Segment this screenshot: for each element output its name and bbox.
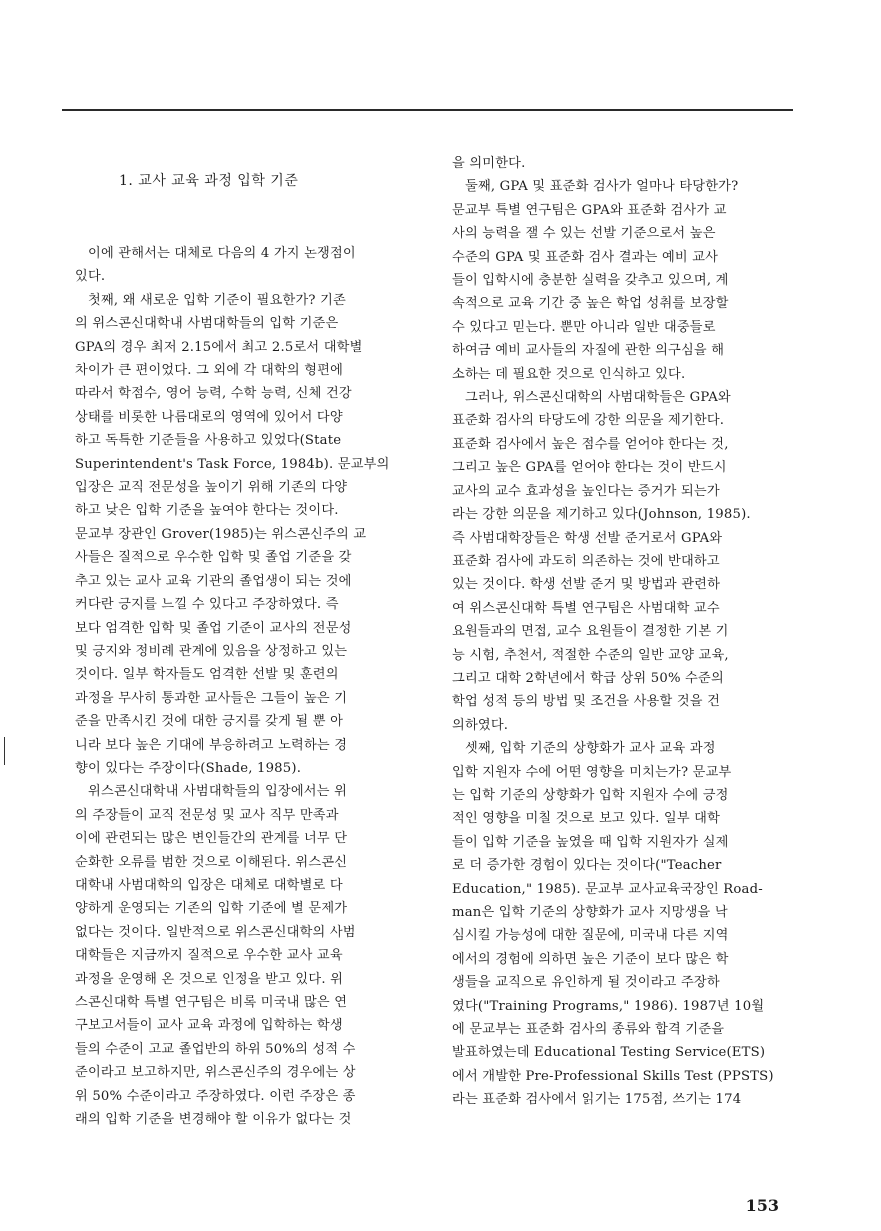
text-line: 속적으로 교육 기간 중 높은 학업 성취를 보장할 [452,296,729,312]
text-line: 래의 입학 기준을 변경해야 할 이유가 없다는 것 [75,1112,352,1128]
text-line: 없다는 것이다. 일반적으로 위스콘신대학의 사범 [75,924,356,940]
text-line: 들이 입학시에 충분한 실력을 갖추고 있으며, 계 [452,273,729,289]
text-line: 들이 입학 기준을 높였을 때 입학 지원자가 실제 [452,834,729,850]
header-rule [62,109,793,111]
text-line: 입학 지원자 수에 어떤 영향을 미치는가? 문교부 [452,764,732,780]
page-number: 153 [745,1196,779,1215]
text-line: 여 위스콘신대학 특별 연구팀은 사범대학 교수 [452,600,720,616]
text-line: 그리고 대학 2학년에서 학급 상위 50% 수준의 [452,670,724,686]
left-column-text [75,242,414,1131]
text-line: 라는 강한 의문을 제기하고 있다(Johnson, 1985). [452,507,751,523]
text-line: 그러나, 위스콘신대학의 사범대학들은 GPA와 [465,390,731,406]
text-line: 즉 사범대학장들은 학생 선발 준거로서 GPA와 [452,530,723,546]
text-line: 표준화 검사에 과도히 의존하는 것에 반대하고 [452,553,720,569]
text-line: 문교부 특별 연구팀은 GPA와 표준화 검사가 교 [452,202,727,218]
text-line: 표준화 검사의 타당도에 강한 의문을 제기한다. [452,413,725,429]
text-line: 의 위스콘신대학내 사범대학들의 입학 기준은 [75,316,339,332]
text-line: 첫째, 왜 새로운 입학 기준이 필요한가? 기존 [88,292,346,308]
text-line: 준이라고 보고하지만, 위스콘신주의 경우에는 상 [75,1065,356,1081]
text-line: 대학들은 지금까지 질적으로 우수한 교사 교육 [75,948,343,964]
text-line: 들의 수준이 고교 졸업반의 하위 50%의 성적 수 [75,1041,356,1057]
text-line: 소하는 데 필요한 것으로 인식하고 있다. [452,366,686,382]
text-line: 및 긍지와 정비례 관계에 있음을 상정하고 있는 [75,643,348,659]
text-line: 에서 개발한 Pre-Professional Skills Test (PPSTS) [452,1068,774,1084]
text-line: 사들은 질적으로 우수한 입학 및 졸업 기준을 갖 [75,550,352,566]
text-line: 대학내 사범대학의 입장은 대체로 대학별로 다 [75,877,343,893]
text-line: 스콘신대학 특별 연구팀은 비록 미국내 많은 연 [75,995,348,1010]
text-line: 있는 것이다. 학생 선발 준거 및 방법과 관련하 [452,577,721,593]
text-line: Superintendent's Task Force, 1984b). 문교부의 [75,456,390,472]
text-line: 생들을 교직으로 유인하게 될 것이라고 주장하 [452,975,720,991]
text-line: 순화한 오류를 범한 것으로 이해된다. 위스콘신 [75,854,348,870]
text-line: Education," 1985). 문교부 교사교육국장인 Road- [452,881,763,897]
text-line: 준을 만족시킨 것에 대한 긍지를 갖게 될 뿐 아 [75,714,344,730]
text-line: 따라서 학점수, 영어 능력, 수학 능력, 신체 건강 [75,386,352,402]
text-line: 과정을 운영해 온 것으로 인정을 받고 있다. 위 [75,971,344,987]
section-heading: 1. 교사 교육 과정 입학 기준 [119,173,299,189]
text-line: 셋째, 입학 기준의 상향화가 교사 교육 과정 [465,741,716,757]
right-column [452,152,791,1112]
text-line: 것이다. 일부 학자들도 엄격한 선발 및 훈련의 [75,667,339,683]
text-line: 위스콘신대학내 사범대학들의 입장에서는 위 [88,784,348,800]
text-line: 상태를 비롯한 나름대로의 영역에 있어서 다양 [75,409,343,425]
text-line: 양하게 운영되는 기존의 입학 기준에 별 문제가 [75,901,348,917]
text-line: 수 있다고 믿는다. 뿐만 아니라 일반 대중들로 [452,319,716,335]
text-line: 추고 있는 교사 교육 기관의 졸업생이 되는 것에 [75,573,352,589]
text-line: man은 입학 기준의 상향화가 교사 지망생을 낙 [452,905,728,920]
text-line: 로 더 증가한 경험이 있다는 것이다("Teacher [452,858,722,874]
text-line: GPA의 경우 최저 2.15에서 최고 2.5로서 대학별 [75,339,363,355]
text-line: 하고 독특한 기준들을 사용하고 있었다(State [75,433,342,449]
text-line: 과정을 무사히 통과한 교사들은 그들이 높은 기 [75,690,348,706]
text-line: 라는 표준화 검사에서 읽기는 175점, 쓰기는 174 [452,1092,742,1108]
text-line: 니라 보다 높은 기대에 부응하려고 노력하는 경 [75,737,348,753]
text-line: 그리고 높은 GPA를 얻어야 한다는 것이 반드시 [452,460,727,476]
text-line: 의 주장들이 교직 전문성 및 교사 직무 만족과 [75,807,339,823]
text-line: 는 입학 기준의 상향화가 입학 지원자 수에 긍정 [452,787,729,803]
text-line: 발표하였는데 Educational Testing Service(ETS) [452,1045,766,1061]
text-line: 을 의미한다. [452,156,526,171]
text-line: 문교부 장관인 Grover(1985)는 위스콘신주의 교 [75,526,367,542]
margin-mark [4,737,5,765]
text-line: 능 시험, 추천서, 적절한 수준의 일반 교양 교육, [452,647,729,663]
text-line: 보다 엄격한 입학 및 졸업 기준이 교사의 전문성 [75,620,352,636]
text-line: 의하였다. [452,717,509,733]
text-line: 차이가 큰 편이었다. 그 외에 각 대학의 형편에 [75,363,344,379]
text-line: 위 50% 수준이라고 주장하였다. 이런 주장은 종 [75,1088,356,1104]
text-line: 하고 낮은 입학 기준을 높여야 한다는 것이다. [75,503,339,519]
text-line: 구보고서들이 교사 교육 과정에 입학하는 학생 [75,1018,343,1034]
text-line: 교사의 교수 효과성을 높인다는 증거가 되는가 [452,483,720,499]
text-line: 표준화 검사에서 높은 점수를 얻어야 한다는 것, [452,436,729,452]
left-column [75,152,414,1131]
text-line: 에서의 경험에 의하면 높은 기준이 보다 많은 학 [452,951,729,967]
text-line: 에 문교부는 표준화 검사의 종류와 합격 기준을 [452,1022,725,1038]
text-line: 있다. [75,269,106,285]
text-line: 심시킬 가능성에 대한 질문에, 미국내 다른 지역 [452,928,729,944]
text-line: 사의 능력을 잴 수 있는 선발 기준으로서 높은 [452,226,716,242]
text-line: 였다("Training Programs," 1986). 1987년 10월 [452,998,765,1014]
text-line: 적인 영향을 미칠 것으로 보고 있다. 일부 대학 [452,811,721,827]
text-line: 학업 성적 등의 방법 및 조건을 사용할 것을 건 [452,694,721,710]
text-line: 향이 있다는 주장이다(Shade, 1985). [75,760,302,776]
text-line: 요원들과의 면접, 교수 요원들이 결정한 기본 기 [452,624,729,640]
text-line: 하여금 예비 교사들의 자질에 관한 의구심을 해 [452,343,725,359]
text-line: 이에 관련되는 많은 변인들간의 관계를 너무 단 [75,831,348,847]
text-line: 둘째, GPA 및 표준화 검사가 얼마나 타당한가? [465,179,739,195]
text-line: 커다란 긍지를 느낄 수 있다고 주장하였다. 즉 [75,597,339,613]
right-column-text [452,152,791,1112]
text-line: 입장은 교직 전문성을 높이기 위해 기존의 다양 [75,480,348,496]
text-line: 수준의 GPA 및 표준화 검사 결과는 예비 교사 [452,249,719,265]
text-line: 이에 관해서는 대체로 다음의 4 가지 논쟁점이 [88,246,356,261]
